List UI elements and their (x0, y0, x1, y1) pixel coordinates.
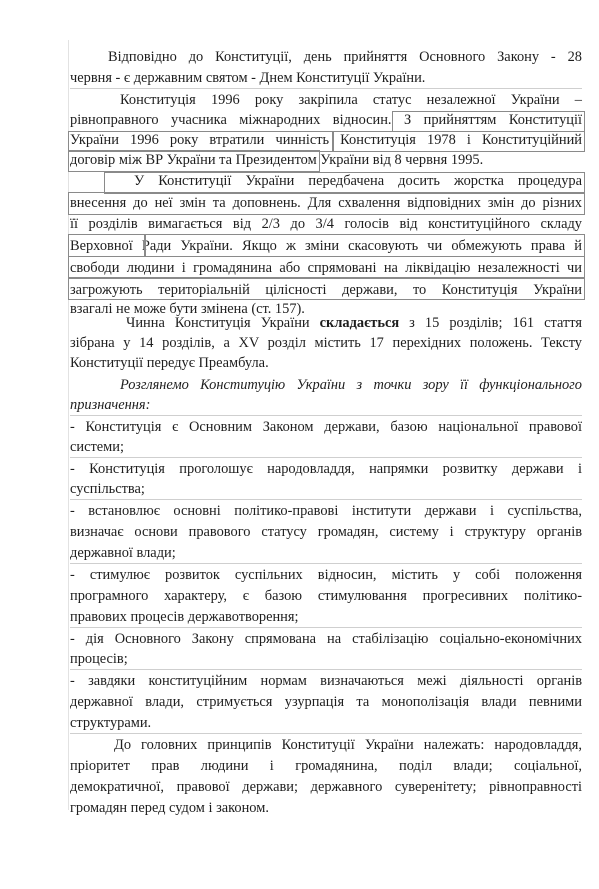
text-line: пріоритет прав людини і громадянина, поділ влади; соціальної, (70, 758, 582, 774)
text-line: Відповідно до Конституції, день прийняття Основного Закону - 28 (108, 49, 582, 65)
text-frame (392, 111, 585, 132)
list-item-line: - Конституція проголошує народовладдя, напрямки розвитку держави і (70, 461, 582, 477)
bold-word: складається (319, 315, 400, 331)
list-item-line: - стимулює розвиток суспільних відносин, містить у собі положення (70, 567, 582, 583)
line-separator (70, 627, 582, 628)
list-item-line: суспільства; (70, 481, 145, 497)
text-line: демократичної, правової держави; державного суверенітету; рівноправності (70, 779, 582, 795)
list-item-line: правових процесів державотворення; (70, 609, 299, 625)
text-frame (104, 172, 585, 194)
text-line: договір між ВР України та Президентом України від 8 червня 1995. (70, 152, 484, 168)
text-line: Конституція 1996 року закріпила статус незалежної України – (120, 92, 582, 108)
text-line: У Конституції України передбачена досить жорстка процедура (134, 173, 582, 189)
list-item-line: державної влади, стримується узурпація та монополізація влади певними (70, 694, 582, 710)
line-separator (70, 457, 582, 458)
text-line: України 1996 року втратили чинність Конституція 1978 і Конституційний (70, 132, 582, 148)
text-segment: з 15 розділів; 161 стаття (399, 315, 582, 331)
list-item-line: державної влади; (70, 545, 176, 561)
text-line: призначення: (70, 397, 151, 413)
text-frame (68, 234, 146, 257)
text-line: внесення до неї змін та доповнень. Для схвалення відповідних змін до різних (70, 195, 582, 211)
text-frame (68, 150, 320, 172)
text-frame (68, 131, 334, 152)
line-separator (70, 499, 582, 500)
list-item-line: системи; (70, 439, 124, 455)
line-separator (70, 563, 582, 564)
text-line: зібрана у 14 розділів, а XV розділ містить 17 перехідних положень. Тексту (70, 335, 582, 351)
text-line: Конституції передує Преамбула. (70, 355, 269, 371)
text-line: її розділів вимагається від 2/3 до 3/4 голосів від конституційного складу (70, 216, 582, 232)
text-line (70, 314, 582, 332)
text-line: До головних принципів Конституції України належать: народовладдя, (114, 737, 582, 753)
list-item-line: визначає основи правового статусу громадян, систему і структуру органів (70, 524, 582, 540)
line-separator (70, 88, 582, 89)
list-item-line: процесів; (70, 651, 128, 667)
text-frame (332, 131, 585, 152)
list-item-line: структурами. (70, 715, 152, 731)
text-line: взагалі не може бути змінена (ст. 157). (70, 301, 305, 317)
text-segment: Чинна Конституція України (126, 315, 320, 331)
text-line: свободи людини і громадянина або спрямовані на ліквідацію незалежності чи (70, 260, 582, 276)
text-line: громадян перед судом і законом. (70, 800, 269, 816)
list-item-line: - завдяки конституційним нормам визначаються межі діяльності органів (70, 673, 582, 689)
list-item-line: - Конституція є Основним Законом держави, базою національної правової (70, 419, 582, 435)
list-item-line: - встановлює основні політико-правові інститути держави і суспільства, (70, 503, 582, 519)
text-line: червня - є державним святом - Днем Конституції України. (70, 70, 426, 86)
text-frame (68, 256, 585, 279)
text-line: загрожують територіальній цілісності держави, то Конституція України (70, 282, 582, 298)
text-line: Верховної Ради України. Якщо ж зміни скасовують чи обмежують права й (70, 238, 582, 254)
line-separator (70, 669, 582, 670)
text-line: Розглянемо Конституцію України з точки зору її функціонального (120, 377, 582, 393)
list-item-line: - дія Основного Закону спрямована на стабілізацію соціально-економічних (70, 631, 582, 647)
text-frame (144, 234, 585, 257)
list-item-line: програмного характеру, є базою стимулювання прогресивних політико- (70, 588, 582, 604)
line-separator (70, 415, 582, 416)
line-separator (70, 733, 582, 734)
text-line: рівноправного учасника міжнародних відносин. З прийняттям Конституції (70, 112, 582, 128)
text-frame (68, 277, 585, 300)
text-frame (68, 192, 585, 215)
